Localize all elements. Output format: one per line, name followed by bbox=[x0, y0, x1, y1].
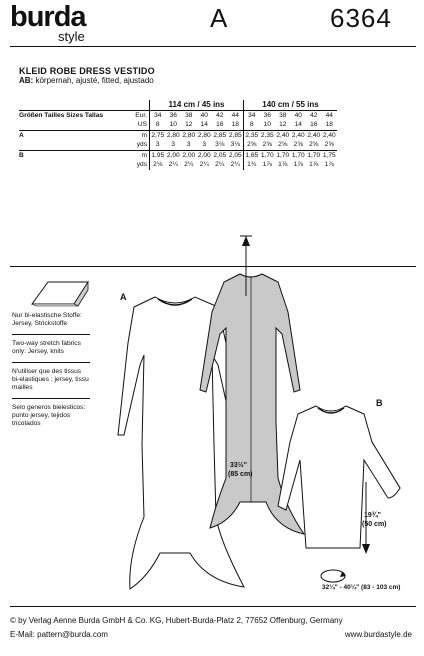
header-divider bbox=[10, 46, 416, 47]
view-a-label: A bbox=[120, 292, 127, 302]
width-header-140: 140 cm / 55 ins bbox=[244, 100, 338, 110]
unit-m: m bbox=[132, 150, 150, 160]
fabric-note: N'utiliser que des tissus bi-elastiques ; jersey, tissu mailles bbox=[12, 368, 89, 391]
yardage-cell: 3⅛ bbox=[230, 141, 240, 148]
eur-size: 34 bbox=[244, 110, 260, 120]
yardage-cell: 1,70 bbox=[260, 151, 274, 159]
yardage-cell: 2,85 bbox=[213, 131, 227, 139]
yardage-cell: 2,80 bbox=[182, 131, 196, 139]
hem-circumference-icon bbox=[318, 566, 348, 586]
fabric-note: Two-way stretch fabrics only: Jersey, knits bbox=[12, 340, 81, 355]
eur-size: 38 bbox=[181, 110, 197, 120]
yardage-cell: 2,35 bbox=[245, 131, 259, 139]
us-label: US bbox=[137, 121, 147, 128]
eur-size: 34 bbox=[150, 110, 166, 120]
garment-title: KLEID ROBE DRESS VESTIDO bbox=[19, 66, 155, 76]
view-b-label: B bbox=[376, 398, 383, 408]
yardage-cell: 2¼ bbox=[230, 161, 240, 168]
yardage-cell: 2,40 bbox=[276, 131, 290, 139]
a-back-length-cm: (85 cm) bbox=[228, 471, 253, 478]
yardage-cell: 3 bbox=[171, 141, 176, 148]
fit-description bbox=[19, 76, 154, 85]
yardage-cell: 1,70 bbox=[291, 151, 305, 159]
a-back-length: 33½" bbox=[230, 462, 247, 469]
eur-size: 38 bbox=[275, 110, 291, 120]
yardage-cell: 3 bbox=[186, 141, 191, 148]
row-label-a: A bbox=[19, 130, 132, 140]
us-size: 8 bbox=[150, 120, 166, 130]
yardage-cell: 2,00 bbox=[166, 151, 180, 159]
yardage-cell: 2,80 bbox=[197, 131, 211, 139]
fit-view-label: AB: bbox=[19, 76, 34, 85]
yardage-cell: 2¼ bbox=[184, 161, 194, 168]
yardage-cell: 1,65 bbox=[245, 151, 259, 159]
us-size: 12 bbox=[185, 121, 193, 128]
website-link[interactable]: www.burdastyle.de bbox=[344, 630, 412, 639]
yardage-cell: 2⅝ bbox=[309, 141, 319, 148]
yardage-cell: 1⅞ bbox=[278, 161, 288, 168]
yardage-cell: 1⅞ bbox=[293, 161, 303, 168]
size-label: Größen Tailles Sizes Tallas bbox=[19, 110, 132, 120]
fabric-fold-icon bbox=[28, 276, 92, 310]
yardage-cell: 3 bbox=[150, 140, 166, 150]
eur-size: 42 bbox=[306, 110, 322, 120]
b-back-length-cm: (50 cm) bbox=[362, 521, 387, 528]
pattern-number: 6364 bbox=[330, 3, 392, 33]
eur-size: 40 bbox=[197, 110, 213, 120]
eur-size: 42 bbox=[212, 110, 228, 120]
yardage-cell: 2,40 bbox=[322, 131, 336, 139]
yardage-cell: 2⅝ bbox=[278, 141, 288, 148]
yardage-cell: 2,00 bbox=[197, 151, 211, 159]
eur-size: 40 bbox=[291, 110, 307, 120]
yardage-cell: 2,40 bbox=[307, 131, 321, 139]
unit-yd: yds bbox=[136, 141, 147, 148]
b-hem-width: 32¼" - 40¼" (83 - 103 cm) bbox=[322, 584, 401, 591]
yardage-cell: 1,70 bbox=[276, 151, 290, 159]
us-size: 16 bbox=[310, 121, 318, 128]
unit-m: m bbox=[132, 130, 150, 140]
yardage-cell: 2⅛ bbox=[150, 160, 166, 170]
yardage-cell: 2⅝ bbox=[293, 141, 303, 148]
us-size: 14 bbox=[200, 121, 208, 128]
yardage-cell: 1⅞ bbox=[309, 161, 319, 168]
yardage-cell: 1,75 bbox=[322, 151, 336, 159]
yardage-cell: 2⅝ bbox=[324, 141, 334, 148]
eur-size: 44 bbox=[322, 110, 338, 120]
section-divider bbox=[10, 266, 416, 267]
us-size: 12 bbox=[279, 121, 287, 128]
yardage-cell: 3⅛ bbox=[215, 141, 225, 148]
eur-size: 36 bbox=[166, 110, 182, 120]
length-marker-icon bbox=[236, 232, 256, 312]
yardage-cell: 2⅝ bbox=[262, 141, 272, 148]
us-size: 8 bbox=[244, 120, 260, 130]
yardage-cell: 2¼ bbox=[168, 161, 178, 168]
yardage-cell: 3 bbox=[202, 141, 207, 148]
yardage-cell: 1,70 bbox=[307, 151, 321, 159]
yardage-cell: 2,35 bbox=[260, 131, 274, 139]
yardage-cell: 2¼ bbox=[215, 161, 225, 168]
us-size: 10 bbox=[263, 121, 271, 128]
fabric-note: Selo generos bielesticos: punto jersey, tejidos tricotados bbox=[12, 404, 86, 427]
yardage-cell: 1,95 bbox=[151, 151, 165, 159]
eur-size: 44 bbox=[228, 110, 244, 120]
yardage-cell: 1⅞ bbox=[324, 161, 334, 168]
b-back-length: 19¾" bbox=[364, 512, 381, 519]
fit-text: körpernah, ajusté, fitted, ajustado bbox=[35, 76, 154, 85]
unit-yd: yds bbox=[136, 161, 147, 168]
yardage-cell: 2,05 bbox=[213, 151, 227, 159]
yardage-cell: 1⅞ bbox=[262, 161, 272, 168]
us-size: 10 bbox=[169, 121, 177, 128]
brand-logo: burda bbox=[10, 1, 86, 33]
yardage-cell: 2,05 bbox=[228, 151, 242, 159]
copyright-text: © by Verlag Aenne Burda GmbH & Co. KG, Hubert-Burda-Platz 2, 77652 Offenburg, Germany bbox=[10, 616, 343, 625]
yardage-table bbox=[19, 100, 337, 170]
us-size: 14 bbox=[294, 121, 302, 128]
footer-divider bbox=[10, 606, 416, 607]
yardage-cell: 2⅝ bbox=[244, 140, 260, 150]
fabric-notes bbox=[12, 312, 90, 434]
yardage-cell: 1¾ bbox=[244, 160, 260, 170]
yardage-cell: 2,80 bbox=[166, 131, 180, 139]
email-link[interactable]: E-Mail: pattern@burda.com bbox=[10, 630, 108, 639]
eur-size: 36 bbox=[260, 110, 276, 120]
yardage-cell: 2,40 bbox=[291, 131, 305, 139]
fabric-note: Nur bi-elastische Stoffe: Jersey, Strickstoffe bbox=[12, 312, 82, 327]
dress-b-front-drawing bbox=[276, 398, 406, 563]
us-size: 18 bbox=[325, 121, 333, 128]
yardage-cell: 2,85 bbox=[228, 131, 242, 139]
width-header-114: 114 cm / 45 ins bbox=[150, 100, 244, 110]
us-size: 16 bbox=[216, 121, 224, 128]
brand-logo-sub: style bbox=[58, 29, 85, 44]
yardage-cell: 2,75 bbox=[151, 131, 165, 139]
variant-letter: A bbox=[210, 3, 228, 33]
row-label-b: B bbox=[19, 150, 132, 160]
yardage-cell: 2,00 bbox=[182, 151, 196, 159]
eur-label: Eur. bbox=[132, 110, 150, 120]
us-size: 18 bbox=[231, 121, 239, 128]
yardage-cell: 2¼ bbox=[199, 161, 209, 168]
